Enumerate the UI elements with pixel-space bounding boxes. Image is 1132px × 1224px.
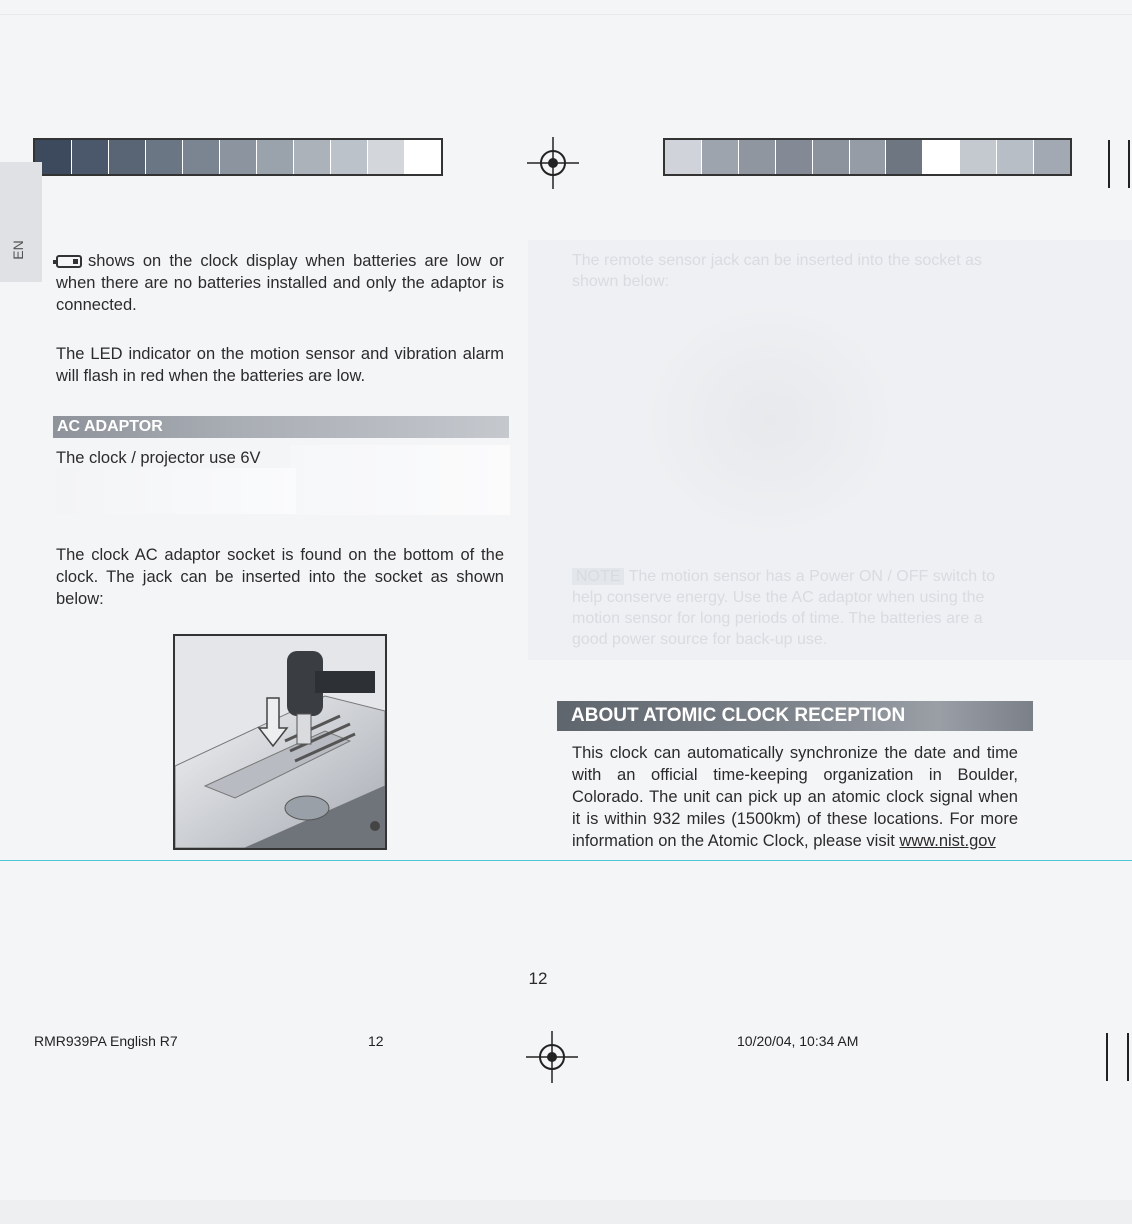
color-swatch xyxy=(702,140,739,174)
faded-top-text: The remote sensor jack can be inserted into the socket as shown below: xyxy=(572,252,982,290)
color-swatch xyxy=(405,140,441,174)
color-swatch xyxy=(886,140,923,174)
ac-adaptor-text: The clock / projector use 6V xyxy=(56,449,261,467)
nist-link[interactable]: www.nist.gov xyxy=(899,832,996,850)
color-swatch xyxy=(1034,140,1070,174)
language-tab xyxy=(0,162,42,282)
ac-adaptor-heading: AC ADAPTOR xyxy=(53,416,509,438)
color-swatch xyxy=(72,140,109,174)
battery-paragraph-text: shows on the clock display when batteries are low or when there are no batteries installed and only the adaptor is connected. xyxy=(56,252,504,314)
trim-mark xyxy=(1127,1033,1129,1081)
top-edge-line xyxy=(0,14,1132,15)
adaptor-jack-illustration xyxy=(173,634,387,850)
color-swatch xyxy=(665,140,702,174)
battery-low-icon xyxy=(56,255,82,268)
washed-out-area xyxy=(56,468,296,514)
atomic-clock-heading: ABOUT ATOMIC CLOCK RECEPTION xyxy=(557,701,1033,731)
faded-illustration xyxy=(640,300,900,540)
color-swatch xyxy=(220,140,257,174)
right-color-registration-bar xyxy=(663,138,1072,176)
color-swatch xyxy=(109,140,146,174)
color-swatch xyxy=(850,140,887,174)
faded-note-text: The motion sensor has a Power ON / OFF switch to help conserve energy. Use the AC adaptor when using the motion sensor for long periods of time. The batteries are a good power source for back-up use. xyxy=(572,568,995,648)
trim-mark xyxy=(1108,140,1110,188)
battery-paragraph xyxy=(56,250,504,316)
trim-mark xyxy=(1128,140,1130,188)
color-swatch xyxy=(960,140,997,174)
bottom-band xyxy=(0,1200,1132,1224)
color-swatch xyxy=(739,140,776,174)
atomic-clock-text: This clock can automatically synchronize the date and time with an official time-keeping organization in Boulder, Colorado. The unit can pick up an atomic clock signal when it is within 932 miles (1500km) of these locations. For more information on the Atomic Clock, please visit xyxy=(572,744,1018,850)
faded-note xyxy=(572,566,1020,650)
crosshair-target-icon xyxy=(527,137,579,189)
color-swatch xyxy=(368,140,405,174)
color-swatch xyxy=(257,140,294,174)
color-swatch xyxy=(813,140,850,174)
footer-page: 12 xyxy=(368,1033,384,1049)
color-swatch xyxy=(997,140,1034,174)
left-color-registration-bar xyxy=(33,138,443,176)
color-swatch xyxy=(923,140,960,174)
faded-note-label: NOTE xyxy=(572,568,624,585)
color-swatch xyxy=(776,140,813,174)
trim-mark xyxy=(1106,1033,1108,1081)
crosshair-target-icon xyxy=(526,1031,578,1083)
color-swatch xyxy=(183,140,220,174)
socket-paragraph: The clock AC adaptor socket is found on the bottom of the clock. The jack can be inserted into the socket as shown below: xyxy=(56,546,504,608)
footer-doc-id: RMR939PA English R7 xyxy=(34,1033,178,1049)
page-number: 12 xyxy=(528,969,548,988)
atomic-clock-paragraph xyxy=(572,742,1018,852)
color-swatch xyxy=(331,140,368,174)
cut-line xyxy=(0,860,1132,861)
color-swatch xyxy=(294,140,331,174)
color-swatch xyxy=(146,140,183,174)
footer-timestamp: 10/20/04, 10:34 AM xyxy=(737,1033,859,1049)
led-paragraph: The LED indicator on the motion sensor and vibration alarm will flash in red when the batteries are low. xyxy=(56,345,504,385)
washed-out-area xyxy=(290,445,510,515)
language-tab-label: EN xyxy=(10,240,26,260)
